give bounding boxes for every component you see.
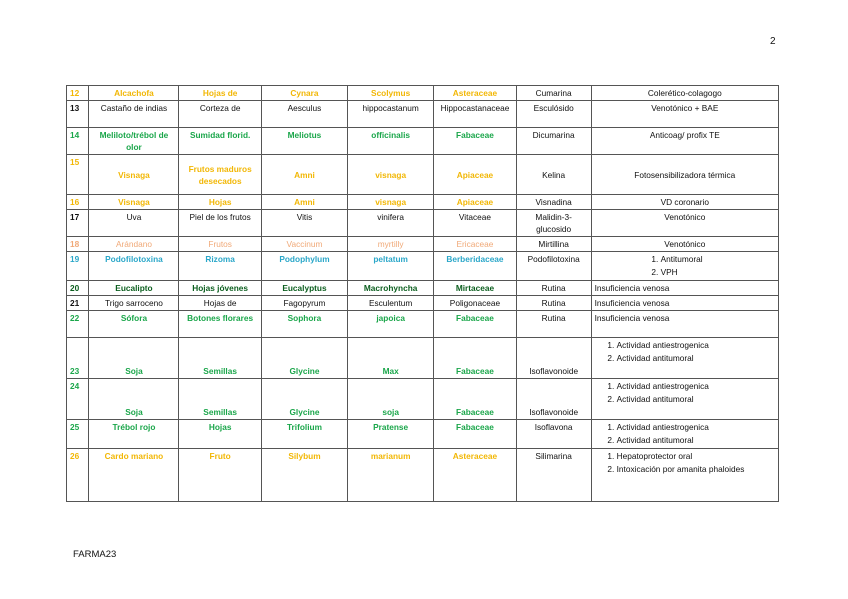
plant-part-cell: Hojas — [179, 420, 261, 449]
genus-cell: Cynara — [261, 86, 347, 101]
row-number: 13 — [67, 101, 89, 128]
genus-cell: Glycine — [261, 379, 347, 420]
species-cell: vinifera — [348, 210, 434, 237]
plant-part-cell: Corteza de — [179, 101, 261, 128]
family-cell: Apiaceae — [434, 155, 516, 195]
species-cell: visnaga — [348, 155, 434, 195]
common-name-cell: Eucalipto — [89, 281, 179, 296]
species-cell: officinalis — [348, 128, 434, 155]
active-principle-cell: Visnadina — [516, 195, 591, 210]
genus-cell: Amni — [261, 195, 347, 210]
effect-list-item: 2. VPH — [661, 266, 775, 279]
active-principle-cell: Rutina — [516, 296, 591, 311]
common-name-cell: Meliloto/trébol de olor — [89, 128, 179, 155]
effect-list — [595, 450, 775, 476]
plant-part-cell: Piel de los frutos — [179, 210, 261, 237]
common-name-cell: Trigo sarroceno — [89, 296, 179, 311]
active-principle-cell: Cumarina — [516, 86, 591, 101]
row-number: 16 — [67, 195, 89, 210]
effect-cell: Insuficiencia venosa — [591, 281, 778, 296]
family-cell: Mirtaceae — [434, 281, 516, 296]
common-name-cell: Visnaga — [89, 195, 179, 210]
table-row — [67, 195, 779, 210]
effect-list — [595, 380, 775, 406]
species-cell: hippocastanum — [348, 101, 434, 128]
table-row — [67, 86, 779, 101]
effect-cell: Venotónico + BAE — [591, 101, 778, 128]
family-cell: Vitaceae — [434, 210, 516, 237]
effect-cell — [591, 420, 778, 449]
effect-cell: Insuficiencia venosa — [591, 311, 778, 338]
common-name-cell: Soja — [89, 379, 179, 420]
footer-label: FARMA23 — [73, 549, 117, 560]
species-cell: peltatum — [348, 252, 434, 281]
species-cell: visnaga — [348, 195, 434, 210]
species-cell: Esculentum — [348, 296, 434, 311]
effect-list-item: 1. Antitumoral — [661, 253, 775, 266]
table-row — [67, 311, 779, 338]
plant-part-cell: Frutos maduros desecados — [179, 155, 261, 195]
row-number: 19 — [67, 252, 89, 281]
family-cell: Hippocastanaceae — [434, 101, 516, 128]
genus-cell: Glycine — [261, 338, 347, 379]
table-row — [67, 296, 779, 311]
effect-cell: Insuficiencia venosa — [591, 296, 778, 311]
plant-part-cell: Hojas de — [179, 86, 261, 101]
genus-cell: Meliotus — [261, 128, 347, 155]
family-cell: Fabaceae — [434, 338, 516, 379]
effect-list — [595, 421, 775, 447]
common-name-cell: Podofilotoxina — [89, 252, 179, 281]
family-cell: Fabaceae — [434, 311, 516, 338]
family-cell: Ericaceae — [434, 237, 516, 252]
effect-list-item: 2. Actividad antitumoral — [617, 434, 775, 447]
effect-cell: Venotónico — [591, 237, 778, 252]
effect-list-item: 1. Actividad antiestrogenica — [617, 421, 775, 434]
effect-list-item: 1. Actividad antiestrogenica — [617, 339, 775, 352]
row-number: 15 — [67, 155, 89, 195]
plant-part-cell: Semillas — [179, 379, 261, 420]
table-row — [67, 101, 779, 128]
table-row — [67, 281, 779, 296]
common-name-cell: Alcachofa — [89, 86, 179, 101]
row-number: 21 — [67, 296, 89, 311]
table-row — [67, 379, 779, 420]
genus-cell: Vitis — [261, 210, 347, 237]
active-principle-cell: Esculósido — [516, 101, 591, 128]
common-name-cell: Uva — [89, 210, 179, 237]
row-number: 24 — [67, 379, 89, 420]
genus-cell: Fagopyrum — [261, 296, 347, 311]
plant-part-cell: Semillas — [179, 338, 261, 379]
effect-list-item: 2. Actividad antitumoral — [617, 393, 775, 406]
species-cell: Scolymus — [348, 86, 434, 101]
plant-part-cell: Hojas jóvenes — [179, 281, 261, 296]
active-principle-cell: Mirtillina — [516, 237, 591, 252]
plant-part-cell: Hojas de — [179, 296, 261, 311]
active-principle-cell: Rutina — [516, 281, 591, 296]
family-cell: Asteraceae — [434, 86, 516, 101]
plants-table — [66, 85, 779, 502]
active-principle-cell: Rutina — [516, 311, 591, 338]
effect-cell — [591, 449, 778, 502]
species-cell: Macrohyncha — [348, 281, 434, 296]
plant-part-cell: Rizoma — [179, 252, 261, 281]
row-number: 26 — [67, 449, 89, 502]
row-number: 18 — [67, 237, 89, 252]
active-principle-cell: Kelina — [516, 155, 591, 195]
common-name-cell: Sófora — [89, 311, 179, 338]
page-number: 2 — [770, 36, 776, 47]
effect-cell: Fotosensibilizadora térmica — [591, 155, 778, 195]
row-number: 25 — [67, 420, 89, 449]
active-principle-cell: Malidin-3-glucosido — [516, 210, 591, 237]
table-row — [67, 128, 779, 155]
table-row — [67, 155, 779, 195]
effect-list — [595, 339, 775, 365]
active-principle-cell: Dicumarina — [516, 128, 591, 155]
effect-list-item: 2. Intoxicación por amanita phaloides — [617, 463, 775, 476]
family-cell: Fabaceae — [434, 379, 516, 420]
active-principle-cell: Podofilotoxina — [516, 252, 591, 281]
genus-cell: Silybum — [261, 449, 347, 502]
effect-list-item: 2. Actividad antitumoral — [617, 352, 775, 365]
common-name-cell: Arándano — [89, 237, 179, 252]
effect-list-item: 1. Actividad antiestrogenica — [617, 380, 775, 393]
active-principle-cell: Isoflavonoide — [516, 338, 591, 379]
effect-cell — [591, 379, 778, 420]
row-number: 23 — [67, 338, 89, 379]
table-row — [67, 210, 779, 237]
row-number: 20 — [67, 281, 89, 296]
effect-cell: Anticoag/ profix TE — [591, 128, 778, 155]
active-principle-cell: Isoflavonoide — [516, 379, 591, 420]
row-number: 14 — [67, 128, 89, 155]
family-cell: Berberidaceae — [434, 252, 516, 281]
common-name-cell: Visnaga — [89, 155, 179, 195]
species-cell: japoica — [348, 311, 434, 338]
species-cell: soja — [348, 379, 434, 420]
family-cell: Fabaceae — [434, 128, 516, 155]
species-cell: myrtilly — [348, 237, 434, 252]
effect-cell — [591, 252, 778, 281]
table-row — [67, 237, 779, 252]
common-name-cell: Castaño de indias — [89, 101, 179, 128]
table-row — [67, 449, 779, 502]
common-name-cell: Trébol rojo — [89, 420, 179, 449]
plant-part-cell: Frutos — [179, 237, 261, 252]
family-cell: Asteraceae — [434, 449, 516, 502]
species-cell: Pratense — [348, 420, 434, 449]
effect-cell: VD coronario — [591, 195, 778, 210]
genus-cell: Eucalyptus — [261, 281, 347, 296]
effect-list-item: 1. Hepatoprotector oral — [617, 450, 775, 463]
effect-cell: Venotónico — [591, 210, 778, 237]
plant-part-cell: Hojas — [179, 195, 261, 210]
species-cell: Max — [348, 338, 434, 379]
effect-list — [595, 253, 775, 279]
species-cell: marianum — [348, 449, 434, 502]
genus-cell: Aesculus — [261, 101, 347, 128]
family-cell: Fabaceae — [434, 420, 516, 449]
genus-cell: Trifolium — [261, 420, 347, 449]
genus-cell: Sophora — [261, 311, 347, 338]
genus-cell: Podophylum — [261, 252, 347, 281]
table-row — [67, 420, 779, 449]
active-principle-cell: Isoflavona — [516, 420, 591, 449]
table-row — [67, 252, 779, 281]
row-number: 12 — [67, 86, 89, 101]
genus-cell: Amni — [261, 155, 347, 195]
plant-part-cell: Sumidad florid. — [179, 128, 261, 155]
common-name-cell: Cardo mariano — [89, 449, 179, 502]
row-number: 22 — [67, 311, 89, 338]
common-name-cell: Soja — [89, 338, 179, 379]
row-number: 17 — [67, 210, 89, 237]
genus-cell: Vaccinum — [261, 237, 347, 252]
plant-part-cell: Fruto — [179, 449, 261, 502]
family-cell: Apiaceae — [434, 195, 516, 210]
active-principle-cell: Silimarina — [516, 449, 591, 502]
table-row — [67, 338, 779, 379]
plant-part-cell: Botones florares — [179, 311, 261, 338]
effect-cell — [591, 338, 778, 379]
effect-cell: Colerético-colagogo — [591, 86, 778, 101]
family-cell: Poligonaceae — [434, 296, 516, 311]
